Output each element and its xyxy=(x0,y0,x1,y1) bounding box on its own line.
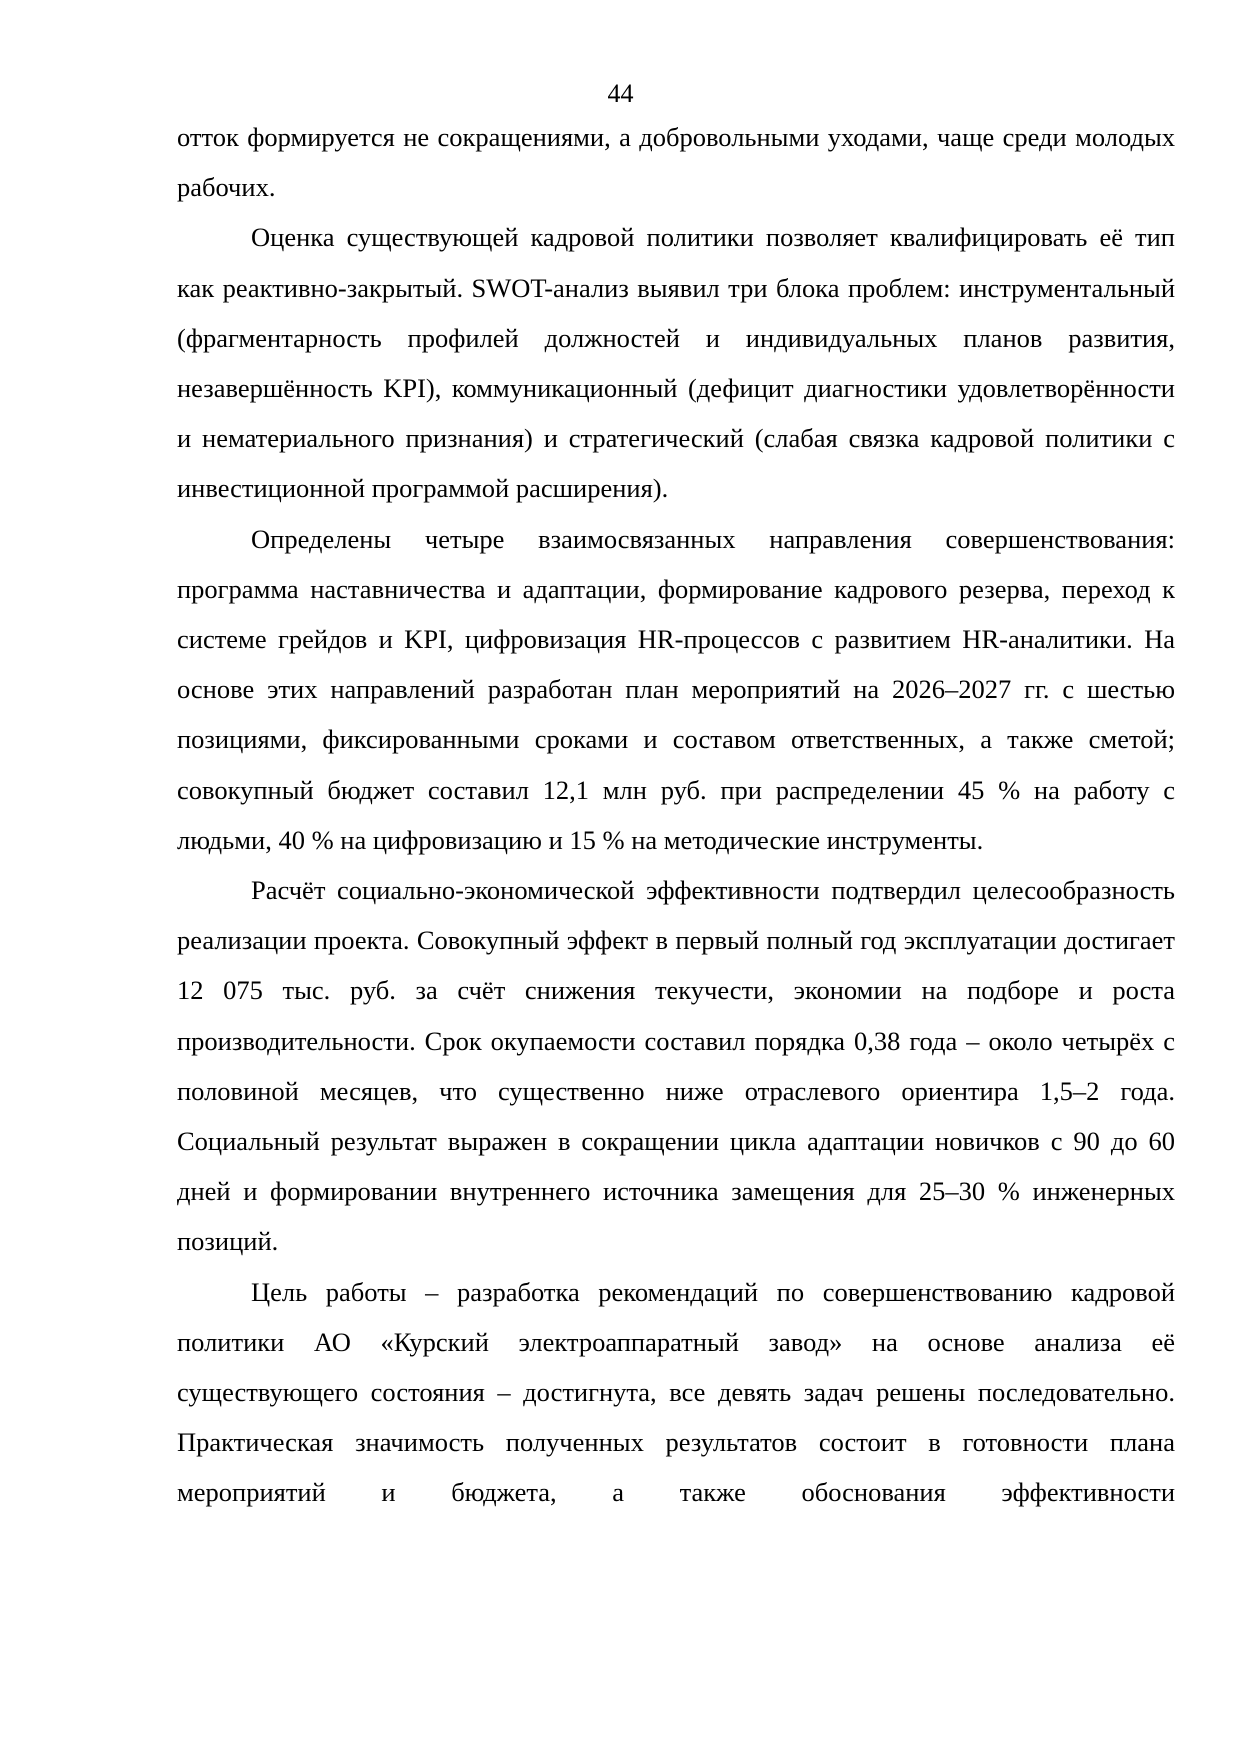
page-number: 44 xyxy=(607,79,634,108)
paragraph-goal-achieved: Цель работы – разработка рекомендаций по совершенствованию кадровой политики АО «Курский электроаппаратный завод» на основе анализа её существующего состояния – достигнута, все девять задач решены последовательно. Практическая значимость полученных результатов состоит в готовности плана мероприятий и бюджета, а также обоснования эффективности xyxy=(177,1276,1175,1508)
paragraph-improvement-directions: Определены четыре взаимосвязанных направления совершенствования: программа наставничества и адаптации, формирование кадрового резерва, переход к системе грейдов и KPI, цифровизация HR-процессов с развитием HR-аналитики. На основе этих направлений разработан план мероприятий на 2026–2027 гг. с шестью позициями, фиксированными сроками и составом ответственных, а также сметой; совокупный бюджет составил 12,1 млн руб. при распределении 45 % на работу с людьми, 40 % на цифровизацию и 15 % на методические инструменты. xyxy=(177,523,1175,855)
paragraph-efficiency: Расчёт социально-экономической эффективности подтвердил целесообразность реализации проекта. Совокупный эффект в первый полный год эксплуатации достигает 12 075 тыс. руб. за счёт снижения текучести, экономии на подборе и роста производительности. Срок окупаемости составил порядка 0,38 года – около четырёх с половиной месяцев, что существенно ниже отраслевого ориентира 1,5–2 года. Социальный результат выражен в сокращении цикла адаптации новичков с 90 до 60 дней и формировании внутреннего источника замещения для 25–30 % инженерных позиций. xyxy=(177,875,1175,1257)
paragraph-policy-assessment: Оценка существующей кадровой политики позволяет квалифицировать её тип как реактивно-закрытый. SWOT-анализ выявил три блока проблем: инструментальный (фрагментарность профилей должностей и индивидуальных планов развития, незавершённость KPI), коммуникационный (дефицит диагностики удовлетворённости и нематериального признания) и стратегический (слабая связка кадровой политики с инвестиционной программой расширения). xyxy=(177,222,1175,504)
text-body xyxy=(177,112,1175,1518)
paragraph-outflow: отток формируется не сокращениями, а добровольными уходами, чаще среди молодых рабочих. xyxy=(177,122,1175,203)
